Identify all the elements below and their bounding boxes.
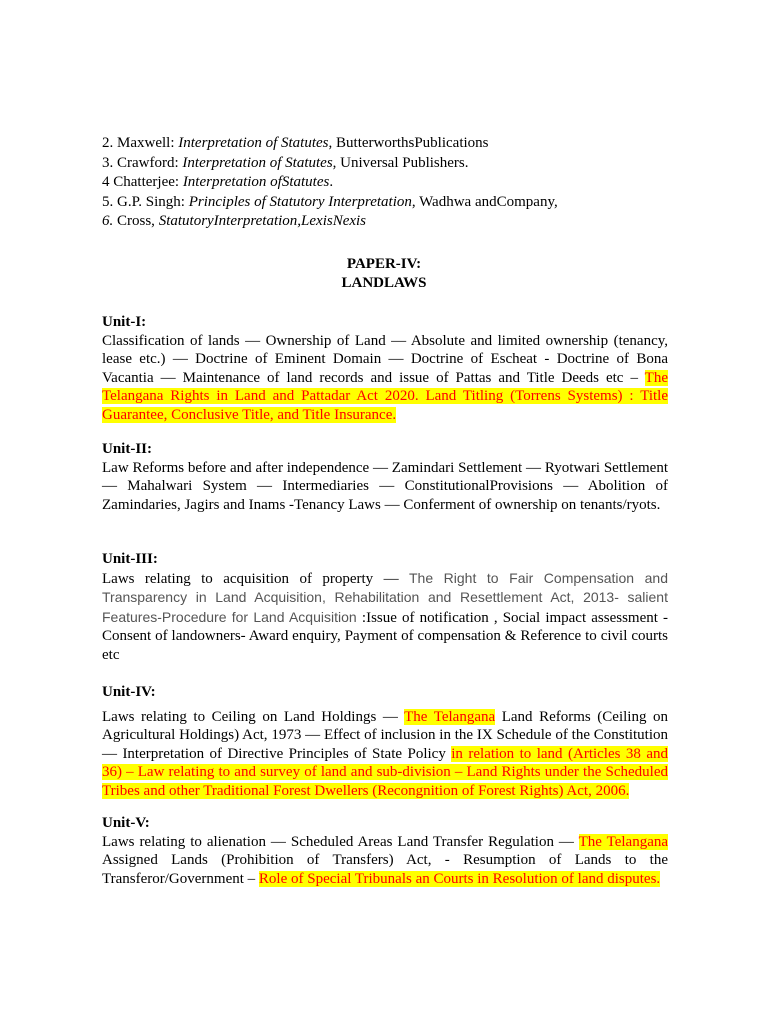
unit-3-section [102,550,668,664]
unit-body: Law Reforms before and after independence — Zamindari Settlement — Ryotwari Settlement — Mahalwari System — Intermediaries — ConstitutionalProvisions — Abolition of Zamindaries, Jagirs and Inams -Tenancy Laws — Conferment of ownership on tenants/ryots. [102,460,668,513]
reference-item: 4 Chatterjee: Interpretation ofStatutes. [102,174,334,190]
act-name-text: The Right to Fair Compensation and Transparency in Land Acquisition, Rehabilitation and Resettlement Act, 2013- salient Features-Procedure for Land Acquisition [102,570,668,625]
reference-item: 2. Maxwell: Interpretation of Statutes, ButterworthsPublications [102,135,489,151]
reference-item: 6. Cross, StatutoryInterpretation,LexisNexis [102,213,367,229]
highlighted-text: The Telangana Rights in Land and Pattadar Act 2020. Land Titling (Torrens Systems) : Title Guarantee, Conclusive Title, and Title Insurance. [102,369,668,423]
unit-heading: Unit-III: [102,551,158,567]
unit-4-section [102,683,668,800]
reference-list [102,134,672,232]
unit-body: Laws relating to alienation — Scheduled Areas Land Transfer Regulation — The Telangana Assigned Lands (Prohibition of Transfers) Act, - Resumption of Lands to the Transferor/Government – Role of Special Tribunals an Courts in Resolution of land disputes. [102,834,669,887]
unit-heading: Unit-I: [102,314,147,330]
unit-heading: Unit-V: [102,815,150,831]
highlighted-text: Role of Special Tribunals an Courts in Resolution of land disputes. [258,870,661,887]
reference-item: 5. G.P. Singh: Principles of Statutory Interpretation, Wadhwa andCompany, [102,193,558,210]
highlighted-text: in relation to land (Articles 38 and 36) – Law relating to and survey of land and sub-division – Land Rights under the Scheduled Tribes and other Traditional Forest Dwellers (Recongnition of Forest Rights) Act, 2006. [102,745,669,799]
paper-subtitle: LANDLAWS [341,275,427,291]
unit-heading: Unit-II: [102,441,153,457]
highlighted-text: The Telangana [578,834,669,850]
unit-body: Laws relating to Ceiling on Land Holdings — The Telangana Land Reforms (Ceiling on Agricultural Holdings) Act, 1973 — Effect of inclusion in the IX Schedule of the Constitution — Interpretation of Directive Principles of State Policy in relation to land (Articles 38 and 36) – Law relating to and survey of land and sub-division – Land Rights under the Scheduled Tribes and other Traditional Forest Dwellers (Recongnition of Forest Rights) Act, 2006. [102,709,669,799]
unit-heading: Unit-IV: [102,684,156,700]
unit-2-section [102,440,668,514]
unit-5-section [102,814,668,888]
highlighted-text: The Telangana [404,709,496,725]
unit-body: Laws relating to acquisition of property — The Right to Fair Compensation and Transparency in Land Acquisition, Rehabilitation and Resettlement Act, 2013- salient Features-Procedure for Land Acquisition :Issue of notification , Social impact assessment -Consent of landowners- Award enquiry, Payment of compensation & Reference to civil courts etc [102,570,668,663]
paper-title: PAPER-IV: [346,256,422,272]
unit-1-section [102,313,668,424]
unit-body: Classification of lands — Ownership of Land — Absolute and limited ownership (tenancy, lease etc.) — Doctrine of Eminent Domain — Doctrine of Escheat - Doctrine of Bona Vacantia — Maintenance of land records and issue of Pattas and Title Deeds etc – The Telangana Rights in Land and Pattadar Act 2020. Land Titling (Torrens Systems) : Title Guarantee, Conclusive Title, and Title Insurance. [102,333,668,423]
reference-item: 3. Crawford: Interpretation of Statutes, Universal Publishers. [102,154,469,171]
